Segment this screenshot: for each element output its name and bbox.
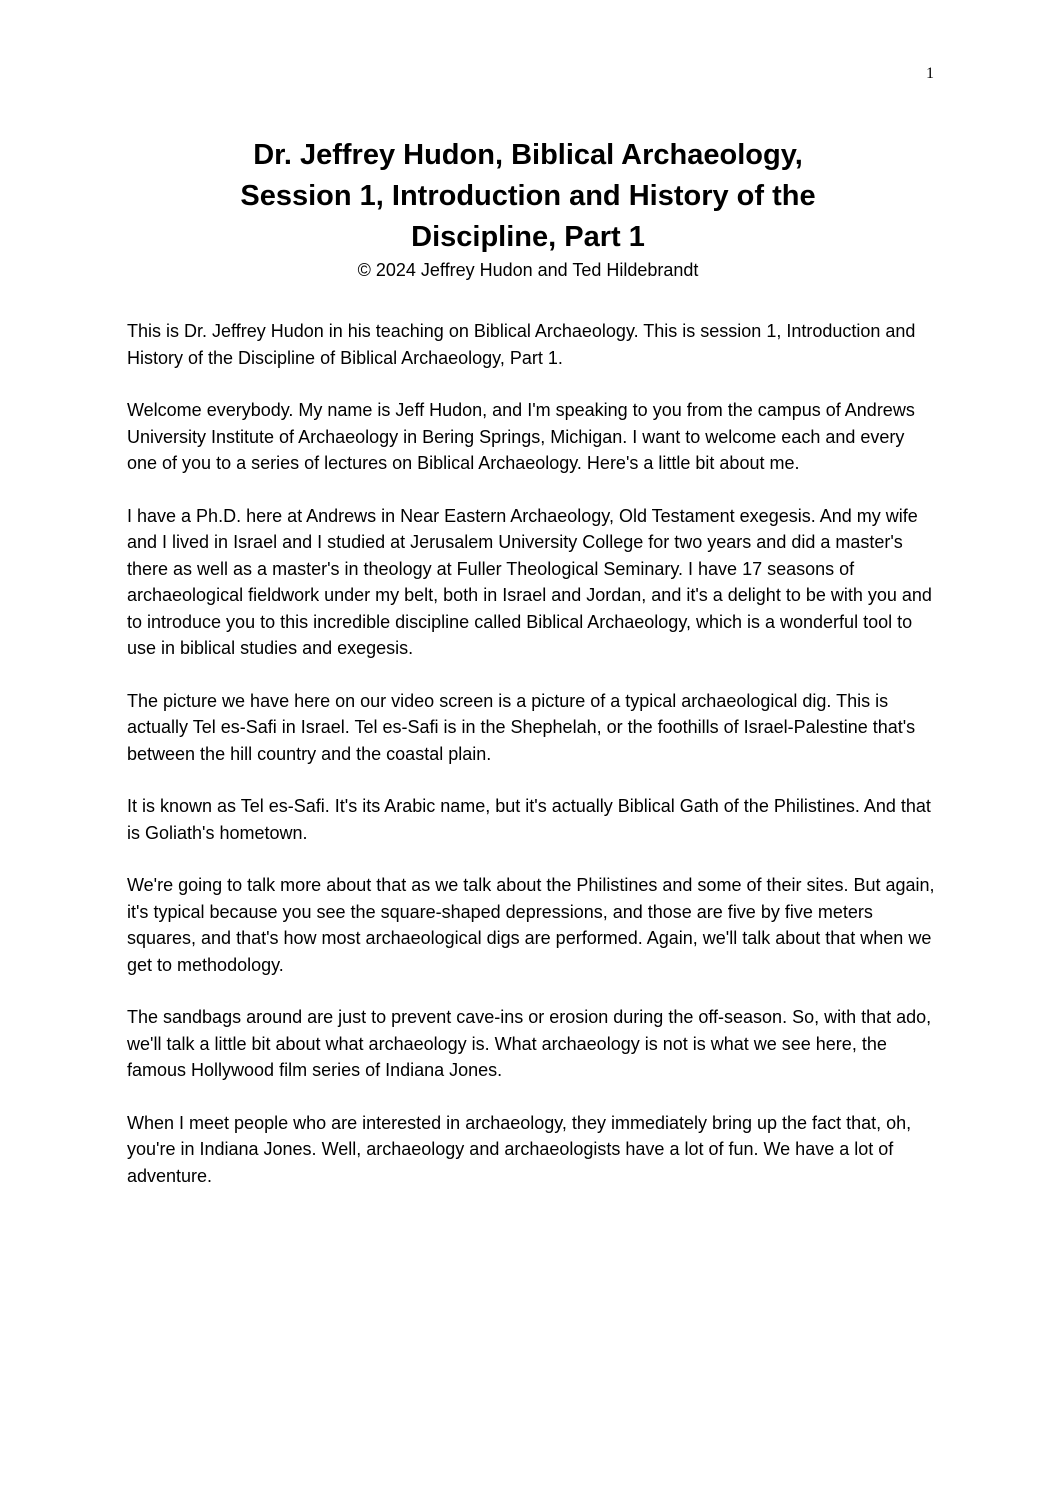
paragraph: The picture we have here on our video screen is a picture of a typical archaeological dig. This is actually Tel es-Safi in Israel. Tel es-Safi is in the Shephelah, or the foothills of Israel-Palestine that's between the hill country and the coastal plain. — [127, 690, 916, 764]
paragraph: When I meet people who are interested in archaeology, they immediately bring up the fact that, oh, you're in Indiana Jones. Well, archaeology and archaeologists have a lot of fun. We have a lot of adventure. — [127, 1112, 912, 1186]
page-number: 1 — [926, 65, 934, 82]
document-title — [128, 135, 928, 258]
paragraph: I have a Ph.D. here at Andrews in Near Eastern Archaeology, Old Testament exegesis. And my wife and I lived in Israel and I studied at Jerusalem University College for two years and did a master's there as well as a master's in theology at Fuller Theological Seminary. I have 17 seasons of archaeological fieldwork under my belt, both in Israel and Jordan, and it's a delight to be with you and to introduce you to this incredible discipline called Biblical Archaeology, which is a wonderful tool to use in biblical studies and exegesis. — [127, 505, 932, 658]
title-line-1: Dr. Jeffrey Hudon, Biblical Archaeology, — [253, 139, 803, 171]
title-line-3: Discipline, Part 1 — [411, 221, 645, 253]
paragraph: We're going to talk more about that as we talk about the Philistines and some of their sites. But again, it's typical because you see the square-shaped depressions, and those are five by five meters squares, and that's how most archaeological digs are performed. Again, we'll talk about that when we get to methodology. — [127, 875, 935, 975]
paragraph: Welcome everybody. My name is Jeff Hudon, and I'm speaking to you from the campus of Andrews University Institute of Archaeology in Bering Springs, Michigan. I want to welcome each and every one of you to a series of lectures on Biblical Archaeology. Here's a little bit about me. — [127, 400, 915, 473]
document-body — [127, 318, 939, 1215]
title-line-2: Session 1, Introduction and History of the — [240, 180, 816, 212]
copyright-notice: © 2024 Jeffrey Hudon and Ted Hildebrandt — [357, 260, 699, 280]
paragraph: The sandbags around are just to prevent cave-ins or erosion during the off-season. So, with that ado, we'll talk a little bit about what archaeology is. What archaeology is not is what we see here, the famous Hollywood film series of Indiana Jones. — [127, 1007, 932, 1080]
paragraph: This is Dr. Jeffrey Hudon in his teaching on Biblical Archaeology. This is session 1, Introduction and History of the Discipline of Biblical Archaeology, Part 1. — [127, 321, 916, 368]
paragraph: It is known as Tel es-Safi. It's its Arabic name, but it's actually Biblical Gath of the Philistines. And that is Goliath's hometown. — [127, 796, 931, 843]
